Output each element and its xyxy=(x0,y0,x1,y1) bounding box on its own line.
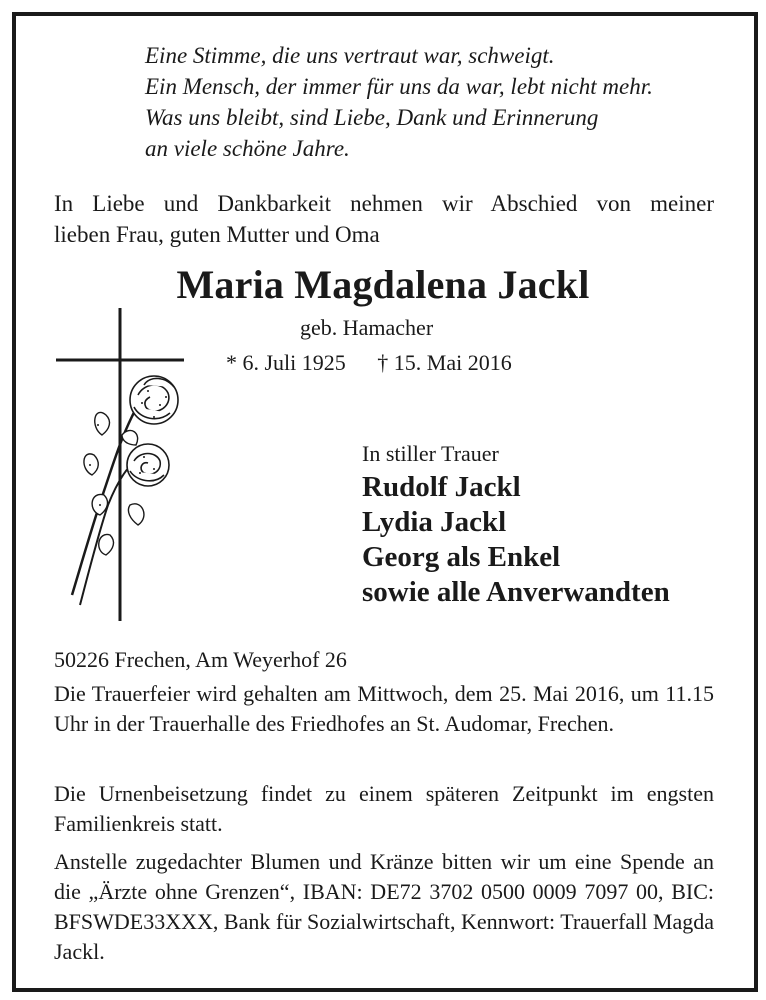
funeral-service-paragraph: Die Trauerfeier wird gehalten am Mittwoch, dem 25. Mai 2016, um 11.15 Uhr in der Trauerhalle des Friedhofes an St. Audomar, Frechen. xyxy=(54,681,714,736)
life-dates xyxy=(226,349,512,377)
birth-name: geb. Hamacher xyxy=(300,315,434,340)
cross-with-roses-icon xyxy=(50,305,190,623)
mourner-name: sowie alle Anverwandten xyxy=(362,576,670,608)
mourner-name: Georg als Enkel xyxy=(362,541,561,573)
birth-date: * 6. Juli 1925 xyxy=(226,350,346,375)
intro-line: In Liebe und Dankbarkeit nehmen wir Abschied von meiner xyxy=(54,191,714,216)
address: 50226 Frechen, Am Weyerhof 26 xyxy=(54,647,347,672)
deceased-name: Maria Magdalena Jackl xyxy=(176,262,590,307)
intro-line: lieben Frau, guten Mutter und Oma xyxy=(54,222,380,247)
poem-line: Ein Mensch, der immer für uns da war, lebt nicht mehr. xyxy=(145,74,653,99)
poem-line: Was uns bleibt, sind Liebe, Dank und Erinnerung xyxy=(145,105,599,130)
mourners-list xyxy=(362,470,670,610)
intro-text xyxy=(54,188,714,250)
poem xyxy=(145,40,653,164)
poem-line: Eine Stimme, die uns vertraut war, schweigt. xyxy=(145,43,555,68)
mourners-intro: In stiller Trauer xyxy=(362,441,499,466)
death-date: † 15. Mai 2016 xyxy=(377,350,512,375)
donation-paragraph: Anstelle zugedachter Blumen und Kränze bitten wir um eine Spende an die „Ärzte ohne Grenzen“, IBAN: DE72 3702 0500 0009 7097 00, BIC: BFSWDE33XXX, Bank für Sozialwirtschaft, Kennwort: Trauerfall Magda Jackl. xyxy=(54,849,714,964)
mourner-name: Rudolf Jackl xyxy=(362,471,521,503)
mourner-name: Lydia Jackl xyxy=(362,506,507,538)
poem-line: an viele schöne Jahre. xyxy=(145,136,350,161)
urn-burial-paragraph: Die Urnenbeisetzung findet zu einem späteren Zeitpunkt im engsten Familienkreis statt. xyxy=(54,781,714,836)
